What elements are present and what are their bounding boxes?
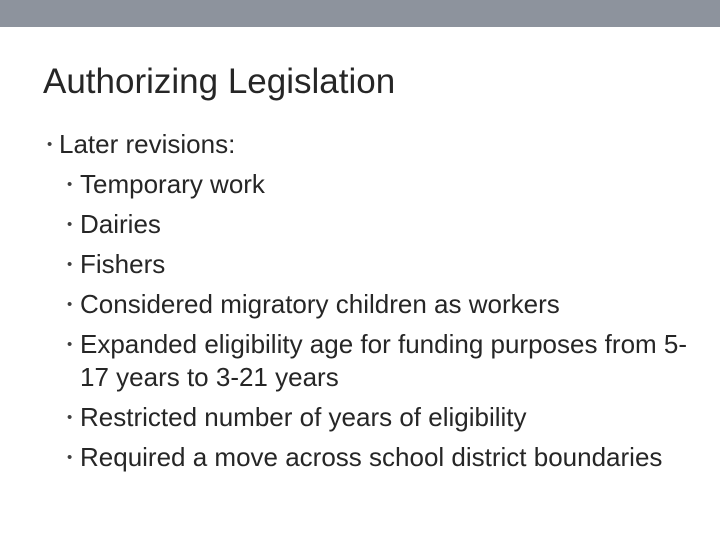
sub-bullet-years-eligibility xyxy=(0,401,690,434)
sub-bullet-temporary-work xyxy=(0,168,690,201)
bullet-dot-icon: • xyxy=(67,409,73,426)
bullet-dot-icon: • xyxy=(67,176,73,193)
sub-bullet-text: Required a move across school district boundaries xyxy=(80,442,663,472)
sub-bullet-text: Expanded eligibility age for funding purposes from 5-17 years to 3-21 years xyxy=(80,329,688,392)
bullet-dot-icon: • xyxy=(67,216,73,233)
bullet-dot-icon: • xyxy=(67,256,73,273)
bullet-text: Later revisions: xyxy=(59,129,236,159)
sub-bullet-district-move xyxy=(0,441,690,474)
sub-bullet-eligibility-age xyxy=(0,328,690,394)
bullet-later-revisions xyxy=(0,128,720,161)
sub-bullet-text: Dairies xyxy=(80,209,161,239)
sub-bullet-text: Considered migratory children as workers xyxy=(80,289,560,319)
sub-bullet-fishers xyxy=(0,248,690,281)
bullet-dot-icon: • xyxy=(67,449,73,466)
header-band xyxy=(0,0,720,27)
slide-title: Authorizing Legislation xyxy=(43,62,396,101)
sub-bullet-migratory-children xyxy=(0,288,690,321)
bullet-dot-icon: • xyxy=(67,296,73,313)
bullet-dot-icon: • xyxy=(67,336,73,353)
sub-bullet-text: Restricted number of years of eligibility xyxy=(80,402,527,432)
sub-bullet-dairies xyxy=(0,208,690,241)
sub-bullet-text: Fishers xyxy=(80,249,166,279)
sub-bullet-text: Temporary work xyxy=(80,169,265,199)
bullet-list xyxy=(0,128,720,481)
bullet-dot-icon: • xyxy=(47,136,53,153)
